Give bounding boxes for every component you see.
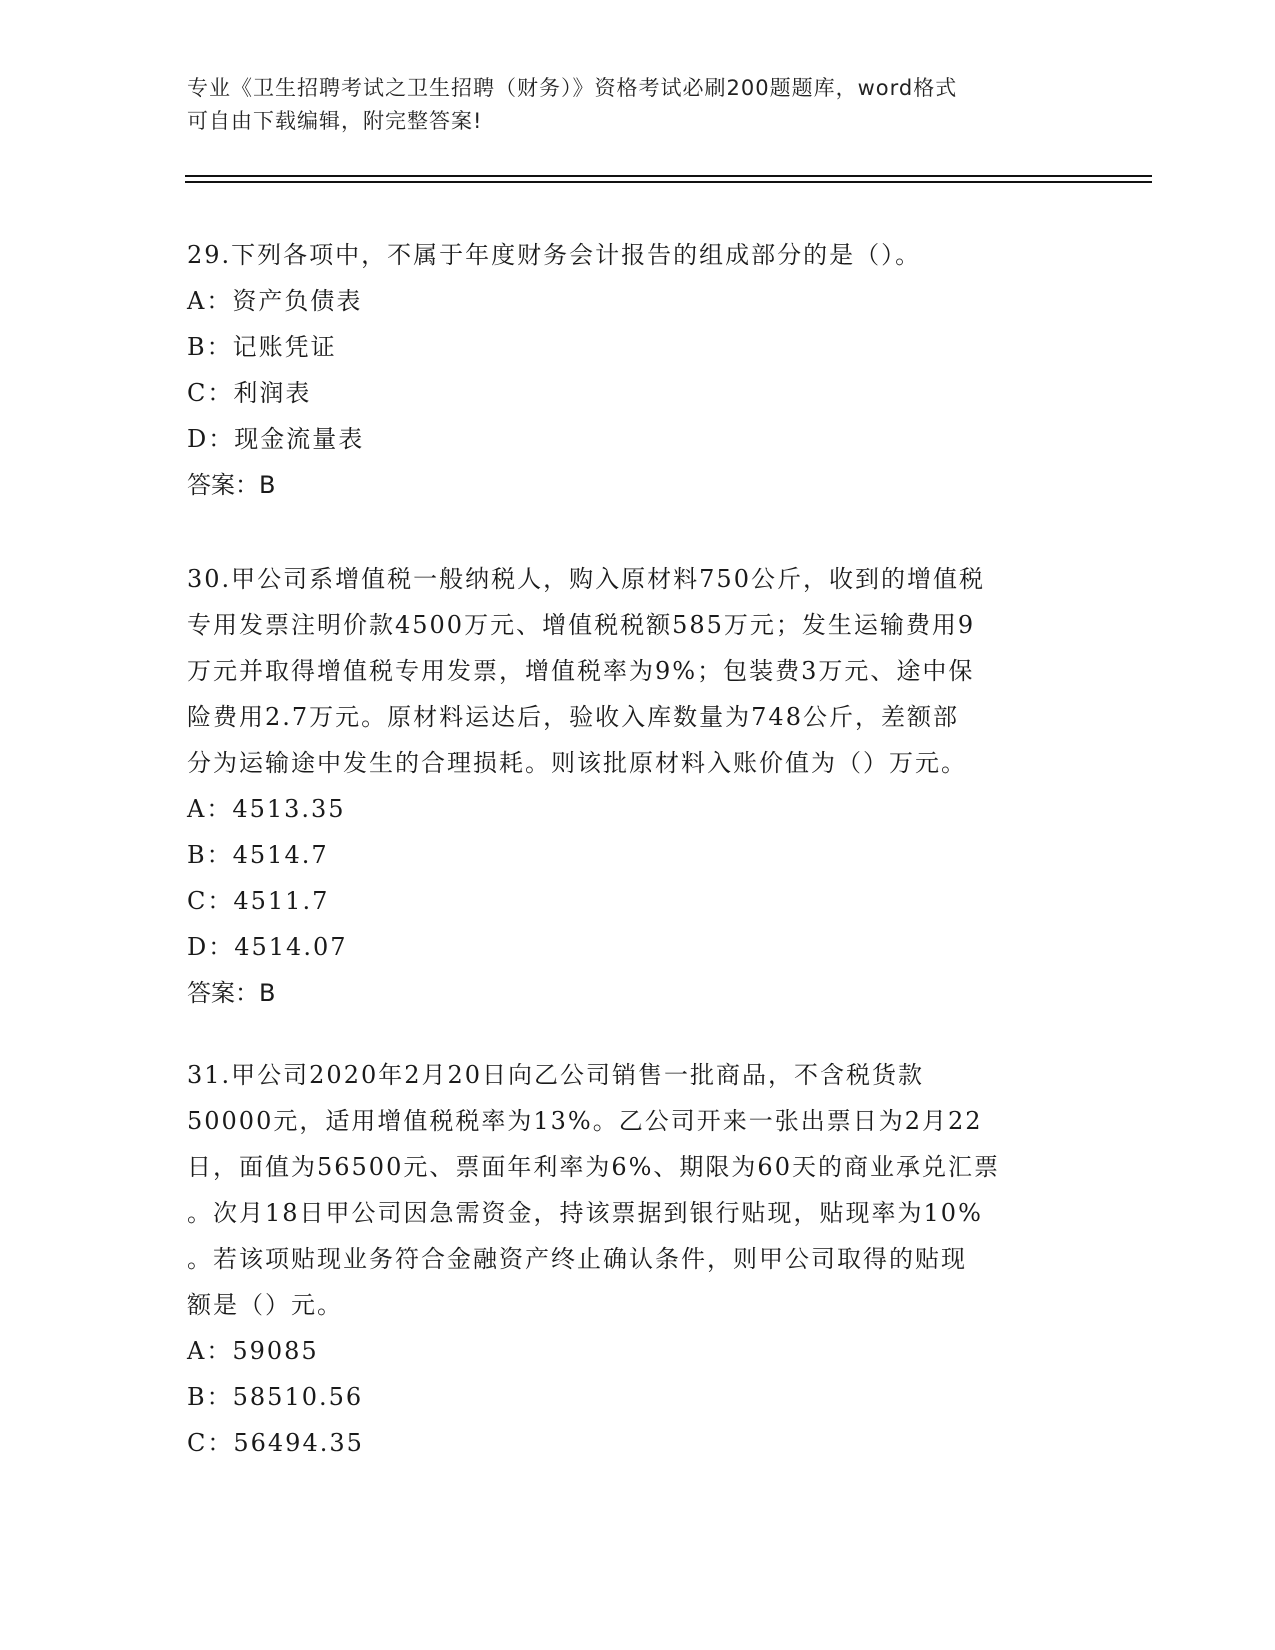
header-divider-bottom (185, 181, 1152, 183)
question-stem-line: 专用发票注明价款4500万元、增值税税额585万元；发生运输费用9 (187, 611, 976, 639)
option-a: A：59085 (187, 1337, 319, 1365)
option-a: A：4513.35 (187, 795, 346, 823)
option-c: C：利润表 (187, 379, 312, 407)
header-divider-top (185, 175, 1152, 177)
document-header (187, 72, 1067, 138)
question-stem-line: 分为运输途中发生的合理损耗。则该批原材料入账价值为（）万元。 (187, 749, 967, 777)
question-stem-line: 30.甲公司系增值税一般纳税人，购入原材料750公斤，收到的增值税 (187, 565, 985, 593)
option-c: C：4511.7 (187, 887, 330, 915)
question-stem-line: 50000元，适用增值税税率为13%。乙公司开来一张出票日为2月22 (187, 1107, 983, 1135)
question-29 (187, 232, 1087, 508)
option-b: B：记账凭证 (187, 333, 337, 361)
option-b: B：58510.56 (187, 1383, 364, 1411)
answer-line: 答案：B (187, 471, 276, 499)
question-31 (187, 1052, 1087, 1466)
question-stem-line: 险费用2.7万元。原材料运达后，验收入库数量为748公斤，差额部 (187, 703, 959, 731)
option-d: D：4514.07 (187, 933, 348, 961)
question-stem-line: 29.下列各项中，不属于年度财务会计报告的组成部分的是（）。 (187, 241, 922, 269)
question-stem-line: 额是（）元。 (187, 1291, 343, 1319)
header-line-1: 专业《卫生招聘考试之卫生招聘（财务）》资格考试必刷200题题库，word格式 (187, 76, 958, 100)
question-stem-line: 。若该项贴现业务符合金融资产终止确认条件，则甲公司取得的贴现 (187, 1245, 967, 1273)
question-stem-line: 。次月18日甲公司因急需资金，持该票据到银行贴现，贴现率为10% (187, 1199, 983, 1227)
header-line-2: 可自由下载编辑，附完整答案! (187, 109, 483, 133)
option-d: D：现金流量表 (187, 425, 365, 453)
option-b: B：4514.7 (187, 841, 329, 869)
option-c: C：56494.35 (187, 1429, 364, 1457)
question-stem-line: 日，面值为56500元、票面年利率为6%、期限为60天的商业承兑汇票 (187, 1153, 1000, 1181)
question-stem-line: 万元并取得增值税专用发票，增值税率为9%；包装费3万元、途中保 (187, 657, 975, 685)
answer-line: 答案：B (187, 979, 276, 1007)
question-30 (187, 556, 1087, 1016)
option-a: A：资产负债表 (187, 287, 363, 315)
question-stem-line: 31.甲公司2020年2月20日向乙公司销售一批商品，不含税货款 (187, 1061, 925, 1089)
